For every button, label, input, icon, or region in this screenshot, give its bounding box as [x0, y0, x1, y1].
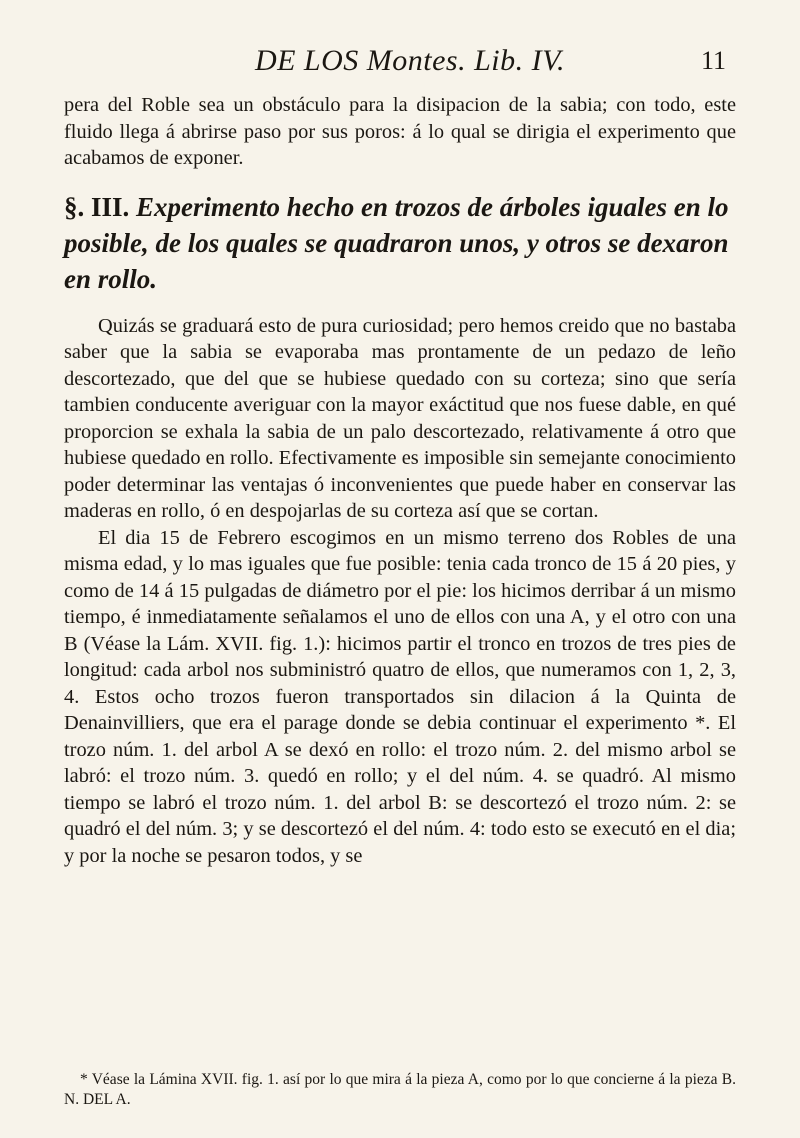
paragraph-2: El dia 15 de Febrero escogimos en un mismo terreno dos Robles de una misma edad, y lo mas iguales que fue posible: tenia cada tronco de 15 á 20 pies, y como de 14 á 15 pulgadas de diámetro por el pie: los hicimos derribar á un mismo tiempo, é inmediatamente señalamos el uno de ellos con una A, y el otro con una B (Véase la Lám. XVII. fig. 1.): hicimos partir el tronco en trozos de tres pies de longitud: cada arbol nos subministró quatro de ellos, que numeramos con 1, 2, 3, 4. Estos ocho trozos fueron transportados sin dilacion á la Quinta de Denainvilliers, que era el parage donde se debia continuar el experimento *. El trozo núm. 1. del arbol A se dexó en rollo: el trozo núm. 2. del mismo arbol se labró: el trozo núm. 3. quedó en rollo; y el del núm. 4. se quadró. Al mismo tiempo se labró el trozo núm. 1. del arbol B: se descortezó el trozo núm. 2: se quadró el del núm. 3; y se descortezó el del núm. 4: todo esto se executó en el dia; y por la noche se pesaron todos, y se: [64, 526, 736, 867]
paragraph-continuation: pera del Roble sea un obstáculo para la disipacion de la sabia; con todo, este fluido llega á abrirse paso por sus poros: á lo qual se dirigia el experimento que acabamos de exponer.: [64, 94, 736, 169]
paragraph-1: Quizás se graduará esto de pura curiosidad; pero hemos creido que no bastaba saber que la sabia se evaporaba mas prontamente de un pedazo de leño descortezado, que del que se hubiese quedado con su corteza; sino que sería tambien conducente averiguar con la mayor exáctitud que nos fuese dable, en qué proporcion se exhala la sabia de un palo descortezado, relativamente á otro que hubiese quedado en rollo. Efectivamente es imposible sin semejante conocimiento poder determinar las ventajas ó inconvenientes que puede haber en conservar las maderas en rollo, ó en despojarlas de su corteza así que se cortan.: [64, 314, 736, 522]
footnote-text: * Véase la Lámina XVII. fig. 1. así por lo que mira á la pieza A, como por lo que concierne á la pieza B. N. DEL A.: [64, 1071, 736, 1108]
section-heading: [64, 189, 736, 297]
section-number: §. III.: [64, 191, 130, 222]
page-header: [0, 44, 800, 84]
running-head: DE LOS Montes. Lib. IV.: [254, 44, 566, 77]
page-number: 11: [700, 46, 726, 75]
footnote: [64, 1070, 736, 1110]
main-text: [64, 92, 736, 869]
section-title: Experimento hecho en trozos de árboles iguales en lo posible, de los quales se quadraron unos, y otros se dexaron en rollo.: [64, 191, 729, 294]
